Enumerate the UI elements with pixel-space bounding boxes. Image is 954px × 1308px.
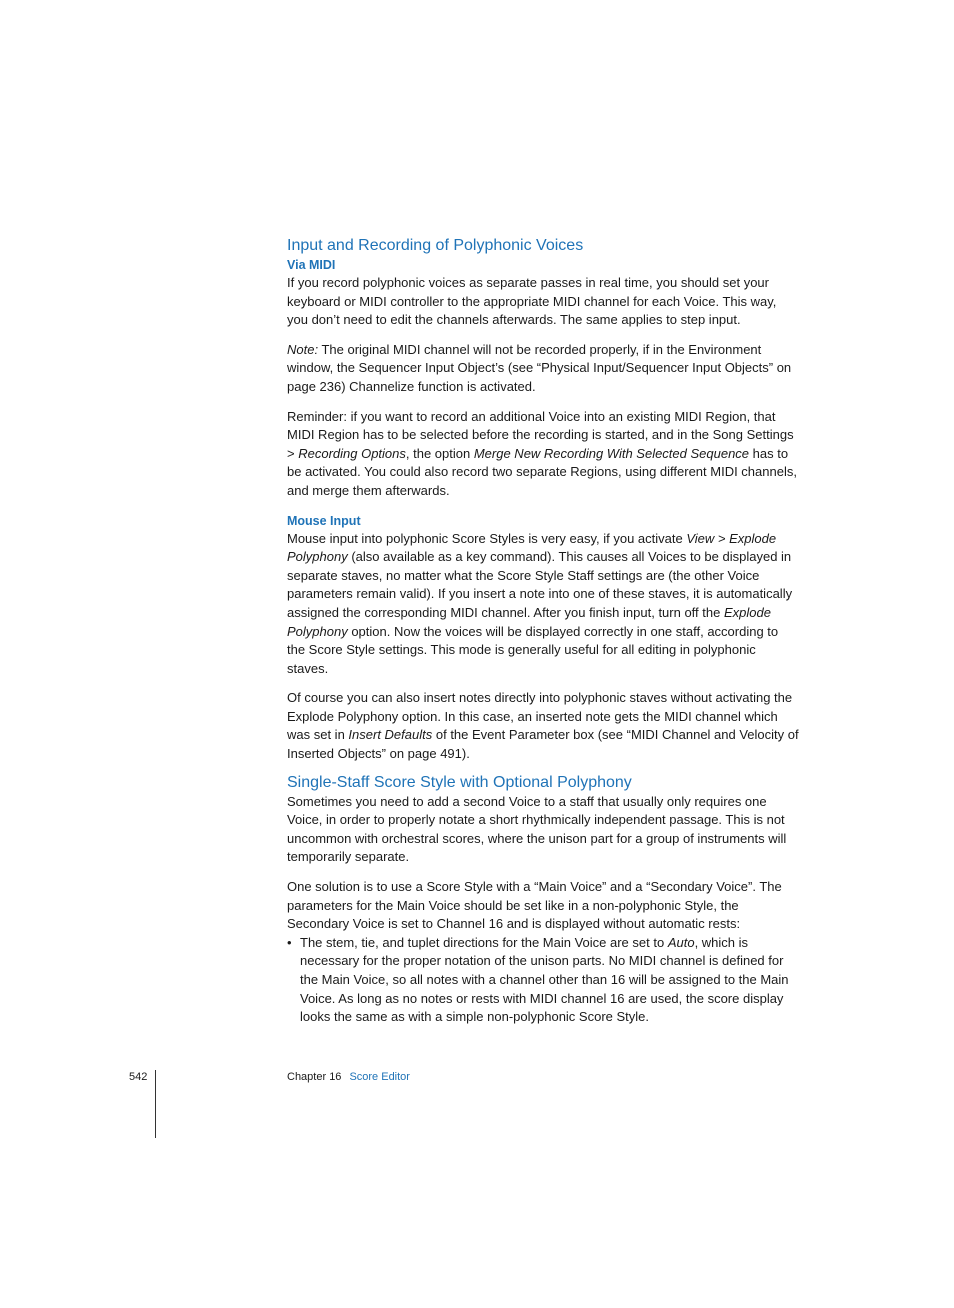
- insert-text-b: of the Event Parameter box (see “MIDI Channel and Velocity of Inserted Objects” on page 491).: [287, 727, 799, 762]
- insert-text-a: Of course you can also insert notes directly into polyphonic staves without activating the Explode Polyphony option. In this case, an inserted note gets the MIDI channel which was set in: [287, 690, 793, 743]
- paragraph-mouse-input: [287, 530, 799, 679]
- mouse-text-b: (also available as a key command). This causes all Voices to be displayed in separate staves, no matter what the Score Style Staff settings are (the other Voice parameters remain valid). If you insert a note into one of these staves, it is automatically assigned the corresponding MIDI channel. After you finish input, turn off the: [287, 549, 793, 620]
- reminder-text-b: , the option: [405, 445, 474, 461]
- paragraph-insert-directly: [287, 689, 799, 763]
- bullet-list: [287, 934, 799, 1027]
- paragraph-note: [287, 341, 799, 397]
- subheading-via-midi: Via MIDI: [287, 258, 336, 272]
- reminder-text-c: has to be activated. You could also record two separate Regions, using different MIDI channels, and merge them afterwards.: [287, 445, 797, 498]
- reminder-italic-merge-option: Merge New Recording With Selected Sequence: [473, 445, 750, 461]
- insert-italic-insert-defaults: Insert Defaults: [348, 727, 433, 743]
- paragraph-single-staff: Sometimes you need to add a second Voice to a staff that usually only requires one Voice, in order to properly notate a short rhythmically independent passage. This is not uncommon with orchestral scores, where the unison part for a group of instruments will temporarily separate.: [287, 793, 787, 865]
- footer-divider: [155, 1070, 156, 1138]
- reminder-text-a: Reminder: if you want to record an additional Voice into an existing MIDI Region, that MIDI Region has to be selected before the recording is started, and in the Song Settings >: [287, 408, 794, 461]
- reminder-italic-recording-options: Recording Options: [298, 445, 406, 461]
- mouse-italic-view-explode: View > Explode Polyphony: [287, 530, 777, 565]
- paragraph-via-midi: If you record polyphonic voices as separate passes in real time, you should set your keyboard or MIDI controller to the appropriate MIDI channel for each Voice. This way, you don’t need to edit the channels afterwards. The same applies to step input.: [287, 275, 777, 328]
- subheading-mouse-input: Mouse Input: [287, 513, 361, 528]
- footer-chapter: [287, 1070, 410, 1084]
- mouse-text-c: option. Now the voices will be displayed correctly in one staff, according to the Score Style settings. This mode is generally useful for all editing in polyphonic staves.: [287, 623, 779, 676]
- bullet-text-a: The stem, tie, and tuplet directions for the Main Voice are set to: [300, 934, 668, 950]
- page-number: 542: [129, 1071, 148, 1083]
- mouse-text-a: Mouse input into polyphonic Score Styles is very easy, if you activate: [287, 530, 687, 546]
- chapter-title: Score Editor: [349, 1071, 410, 1083]
- chapter-label: Chapter 16: [287, 1071, 342, 1083]
- note-label: Note:: [287, 341, 319, 357]
- bullet-text-b: , which is necessary for the proper notation of the unison parts. No MIDI channel is defined for the Main Voice, so all notes with a channel other than 16 will be assigned to the Main Voice. As long as no notes or rests with MIDI channel 16 are used, the score display looks the same as with a simple non-polyphonic Score Style.: [300, 934, 789, 1025]
- paragraph-reminder: [287, 408, 799, 501]
- section-heading-input-recording: Input and Recording of Polyphonic Voices: [287, 237, 584, 254]
- paragraph-solution: One solution is to use a Score Style with a “Main Voice” and a “Secondary Voice”. The parameters for the Main Voice should be set like in a non-polyphonic Style, the Secondary Voice is set to Channel 16 and is displayed without automatic rests:: [287, 879, 782, 932]
- list-item: [287, 934, 799, 1027]
- note-text: The original MIDI channel will not be recorded properly, if in the Environment window, the Sequencer Input Object’s (see “Physical Input/Sequencer Input Objects” on page 236) Channelize function is activated.: [287, 341, 792, 394]
- bullet-italic-auto: Auto: [667, 934, 695, 950]
- mouse-italic-explode-polyphony: Explode Polyphony: [287, 604, 771, 639]
- page-content: [287, 236, 799, 1027]
- section-heading-single-staff: Single-Staff Score Style with Optional Polyphony: [287, 773, 632, 791]
- bullet-mark: •: [287, 934, 292, 950]
